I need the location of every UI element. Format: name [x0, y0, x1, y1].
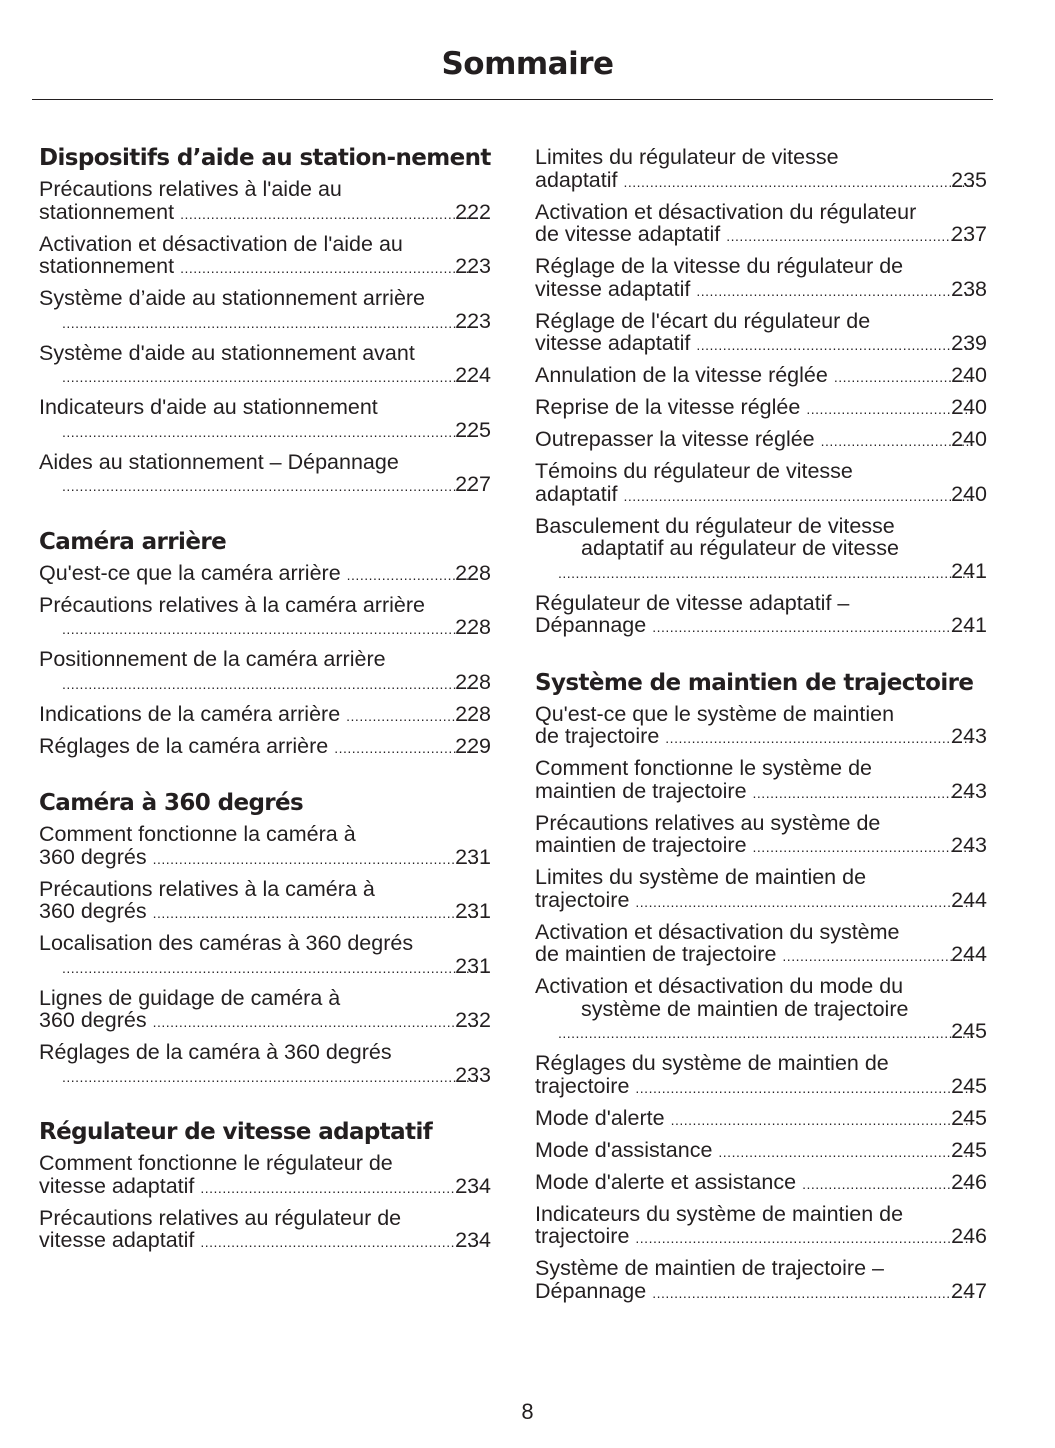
entry-title: Comment fonctionne la caméra à — [39, 822, 356, 846]
toc-entry[interactable] — [535, 1203, 987, 1250]
toc-entry[interactable] — [535, 1257, 987, 1304]
page-ref: 246 — [951, 1224, 987, 1248]
entry-title-cont: 360 degrés — [39, 844, 147, 869]
toc-entry[interactable] — [39, 878, 491, 925]
page-ref: 231 — [455, 844, 491, 869]
dot-leader — [652, 616, 973, 639]
entry-title: Indications de la caméra arrière — [39, 701, 341, 726]
dot-leader — [802, 1173, 973, 1196]
entry-title: Précautions relatives au système de — [535, 810, 881, 835]
toc-entry[interactable] — [535, 515, 987, 585]
page-number: 8 — [521, 1399, 534, 1424]
toc-entry[interactable] — [39, 1041, 491, 1088]
page-ref: 245 — [951, 1019, 987, 1043]
page-ref: 231 — [455, 953, 491, 978]
entry-title: Indicateurs du système de maintien de — [535, 1201, 904, 1226]
dot-leader — [62, 475, 477, 498]
toc-entry[interactable] — [535, 146, 987, 193]
entry-title: Positionnement de la caméra arrière — [39, 647, 386, 671]
entry-title: Basculement du régulateur de vitesse — [535, 513, 895, 538]
dot-leader — [62, 421, 477, 444]
dot-leader — [623, 485, 973, 508]
toc-entry[interactable] — [39, 1207, 491, 1254]
page-ref: 223 — [455, 254, 491, 278]
entry-title: Activation et désactivation de l'aide au — [39, 231, 403, 256]
page-ref: 237 — [951, 222, 987, 246]
entry-title: Réglage de l'écart du régulateur de — [535, 308, 871, 333]
page-ref: 232 — [455, 1008, 491, 1032]
dot-leader — [153, 848, 478, 871]
page-ref: 243 — [951, 778, 987, 803]
entry-title: Mode d'assistance — [535, 1137, 713, 1162]
entry-title-cont: Dépannage — [535, 1278, 647, 1303]
entry-title: Comment fonctionne le système de — [535, 756, 872, 780]
page-ref: 244 — [951, 942, 987, 966]
entry-title: Activation et désactivation du régulateur — [535, 199, 917, 224]
page-ref: 227 — [455, 472, 491, 496]
toc-entry[interactable] — [39, 178, 491, 225]
entry-title-cont: trajectoire — [535, 887, 630, 912]
toc-entry[interactable] — [39, 287, 491, 334]
toc-entry[interactable] — [535, 1171, 987, 1196]
toc-entry[interactable] — [39, 703, 491, 728]
entry-title: Réglage de la vitesse du régulateur de — [535, 254, 904, 278]
page-ref: 247 — [951, 1278, 987, 1303]
page-ref: 234 — [455, 1173, 491, 1198]
page-ref: 224 — [455, 363, 491, 387]
dot-leader — [635, 1077, 973, 1100]
entry-title: Précautions relatives au régulateur de — [39, 1205, 402, 1230]
dot-leader — [180, 203, 477, 226]
page-title: Sommaire — [441, 46, 614, 82]
toc-entry[interactable] — [39, 396, 491, 443]
entry-title: Activation et désactivation du mode du — [535, 974, 904, 998]
title-divider — [32, 99, 993, 100]
page-ref: 245 — [951, 1073, 987, 1098]
page-ref: 240 — [951, 363, 987, 387]
entry-title-cont: maintien de trajectoire — [535, 778, 747, 803]
dot-leader — [696, 334, 973, 357]
toc-entry[interactable] — [535, 757, 987, 804]
entry-title: Aides au stationnement – Dépannage — [39, 449, 399, 474]
page-ref: 243 — [951, 833, 987, 857]
toc-entry[interactable] — [535, 396, 987, 421]
toc-section-adaptive-cruise — [39, 1118, 491, 1254]
entry-title: Qu'est-ce que la caméra arrière — [39, 560, 341, 585]
page-ref: 234 — [455, 1228, 491, 1252]
entry-title: Limites du régulateur de vitesse — [535, 145, 839, 169]
toc-column-left — [39, 144, 491, 1284]
page-ref: 243 — [951, 724, 987, 748]
page-ref: 245 — [951, 1137, 987, 1162]
dot-leader — [623, 171, 973, 194]
page-ref: 244 — [951, 887, 987, 912]
page-ref: 245 — [951, 1105, 987, 1130]
dot-leader — [806, 398, 973, 421]
dot-leader — [671, 1109, 974, 1132]
entry-title-cont: système de maintien de trajectoire — [581, 996, 909, 1021]
entry-title-cont: 360 degrés — [39, 1008, 147, 1032]
entry-title-cont: trajectoire — [535, 1224, 630, 1248]
page-ref: 231 — [455, 899, 491, 923]
entry-title-cont: vitesse adaptatif — [39, 1173, 195, 1198]
page-ref: 238 — [951, 276, 987, 301]
page-ref: 235 — [951, 167, 987, 192]
entry-title: Précautions relatives à la caméra arrière — [39, 592, 425, 617]
toc-entry[interactable] — [535, 975, 987, 1045]
toc-entry[interactable] — [535, 1107, 987, 1132]
toc-entry[interactable] — [39, 1152, 491, 1199]
toc-entry[interactable] — [535, 592, 987, 639]
page-ref: 233 — [455, 1062, 491, 1087]
entry-title: Reprise de la vitesse réglée — [535, 395, 801, 419]
toc-entry[interactable] — [535, 921, 987, 968]
entry-title: Activation et désactivation du système — [535, 919, 900, 944]
page-ref: 228 — [455, 701, 491, 726]
toc-entry[interactable] — [535, 310, 987, 357]
entry-title: Réglages de la caméra arrière — [39, 733, 329, 758]
entry-title: Qu'est-ce que le système de maintien — [535, 701, 895, 726]
entry-title-cont: de maintien de trajectoire — [535, 942, 777, 966]
toc-entry[interactable] — [39, 562, 491, 587]
entry-title: Réglages de la caméra à 360 degrés — [39, 1040, 392, 1064]
entry-title: Mode d'alerte et assistance — [535, 1169, 797, 1194]
entry-title-cont: de trajectoire — [535, 724, 660, 748]
dot-leader — [753, 782, 974, 805]
toc-section-lane-keeping — [535, 669, 987, 1305]
dot-leader — [200, 1231, 477, 1254]
toc-entry[interactable] — [535, 866, 987, 913]
entry-title-cont: 360 degrés — [39, 899, 147, 923]
entry-title: Indicateurs d'aide au stationnement — [39, 395, 378, 419]
page-ref: 241 — [951, 558, 987, 583]
dot-leader — [62, 1066, 477, 1089]
toc-entry[interactable] — [39, 233, 491, 280]
section-heading: Caméra à 360 degrés — [39, 790, 304, 816]
dot-leader — [62, 312, 477, 335]
entry-title-cont: vitesse adaptatif — [535, 331, 691, 355]
toc-entry[interactable] — [535, 1052, 987, 1099]
entry-title-cont: stationnement — [39, 199, 175, 224]
dot-leader — [652, 1282, 973, 1305]
entry-title: Lignes de guidage de caméra à — [39, 985, 341, 1010]
toc-entry[interactable] — [535, 255, 987, 302]
entry-title: Réglages du système de maintien de — [535, 1051, 889, 1075]
page-ref: 228 — [455, 615, 491, 639]
toc-entry[interactable] — [39, 735, 491, 760]
toc-entry[interactable] — [39, 823, 491, 870]
page-ref: 246 — [951, 1169, 987, 1194]
entry-title: Mode d'alerte — [535, 1105, 665, 1130]
entry-title-cont: adaptatif au régulateur de vitesse — [581, 536, 899, 560]
dot-leader — [558, 1022, 973, 1045]
entry-title-cont: adaptatif — [535, 481, 618, 506]
entry-title: Annulation de la vitesse réglée — [535, 363, 828, 387]
dot-leader — [62, 618, 477, 641]
toc-entry[interactable] — [39, 648, 491, 695]
page-ref: 225 — [455, 417, 491, 442]
page-ref: 222 — [455, 199, 491, 224]
page-ref: 223 — [455, 308, 491, 333]
dot-leader — [62, 366, 477, 389]
entry-title: Localisation des caméras à 360 degrés — [39, 931, 414, 955]
dot-leader — [558, 562, 973, 585]
entry-title: Système d'aide au stationnement avant — [39, 340, 415, 365]
dot-leader — [180, 257, 477, 280]
toc-section-rear-camera — [39, 528, 491, 760]
section-heading: Régulateur de vitesse adaptatif — [39, 1119, 433, 1145]
entry-title-cont: maintien de trajectoire — [535, 833, 747, 857]
toc-entry[interactable] — [535, 460, 987, 507]
entry-title: Système d’aide au stationnement arrière — [39, 286, 426, 310]
page-ref: 240 — [951, 427, 987, 451]
dot-leader — [726, 225, 973, 248]
dot-leader — [635, 891, 973, 914]
toc-section-parking-aids — [39, 144, 491, 498]
toc-entry[interactable] — [39, 451, 491, 498]
entry-title: Témoins du régulateur de vitesse — [535, 459, 853, 483]
dot-leader — [718, 1141, 973, 1164]
entry-title-cont: trajectoire — [535, 1073, 630, 1098]
dot-leader — [665, 727, 973, 750]
entry-title-cont: Dépannage — [535, 613, 647, 637]
toc-entry[interactable] — [39, 987, 491, 1034]
dot-leader — [62, 673, 477, 696]
entry-title: Précautions relatives à l'aide au — [39, 177, 342, 201]
toc-entry[interactable] — [535, 703, 987, 750]
page-ref: 239 — [951, 331, 987, 355]
page-ref: 228 — [455, 560, 491, 585]
dot-leader — [753, 836, 974, 859]
page-ref: 229 — [455, 733, 491, 758]
page-ref: 240 — [951, 481, 987, 506]
dot-leader — [62, 957, 477, 980]
toc-entry[interactable] — [535, 812, 987, 859]
entry-title: Régulateur de vitesse adaptatif – — [535, 590, 850, 615]
section-heading: Dispositifs d’aide au station-nement — [39, 145, 491, 171]
dot-leader — [200, 1177, 477, 1200]
toc-entry[interactable] — [39, 342, 491, 389]
entry-title: Outrepasser la vitesse réglée — [535, 427, 815, 451]
entry-title: Comment fonctionne le régulateur de — [39, 1151, 393, 1175]
dot-leader — [696, 280, 973, 303]
toc-column-right — [535, 146, 987, 1334]
toc-entry[interactable] — [535, 364, 987, 389]
toc-entry[interactable] — [39, 932, 491, 979]
page-ref: 241 — [951, 613, 987, 637]
dot-leader — [153, 902, 478, 925]
entry-title-cont: de vitesse adaptatif — [535, 222, 721, 246]
toc-section-adaptive-cruise-cont — [535, 146, 987, 639]
dot-leader — [153, 1011, 478, 1034]
dot-leader — [782, 945, 973, 968]
toc-entry[interactable] — [535, 428, 987, 453]
toc-entry[interactable] — [39, 594, 491, 641]
section-heading: Système de maintien de trajectoire — [535, 669, 974, 696]
entry-title-cont: stationnement — [39, 254, 175, 278]
entry-title-cont: adaptatif — [535, 167, 618, 192]
dot-leader — [635, 1227, 973, 1250]
entry-title: Précautions relatives à la caméra à — [39, 876, 375, 901]
toc-entry[interactable] — [535, 201, 987, 248]
toc-entry[interactable] — [535, 1139, 987, 1164]
entry-title: Limites du système de maintien de — [535, 865, 867, 889]
page-ref: 228 — [455, 669, 491, 694]
entry-title: Système de maintien de trajectoire – — [535, 1256, 884, 1280]
entry-title-cont: vitesse adaptatif — [39, 1228, 195, 1252]
page-ref: 240 — [951, 395, 987, 419]
toc-section-360-camera — [39, 789, 491, 1088]
section-heading: Caméra arrière — [39, 528, 227, 555]
entry-title-cont: vitesse adaptatif — [535, 276, 691, 301]
